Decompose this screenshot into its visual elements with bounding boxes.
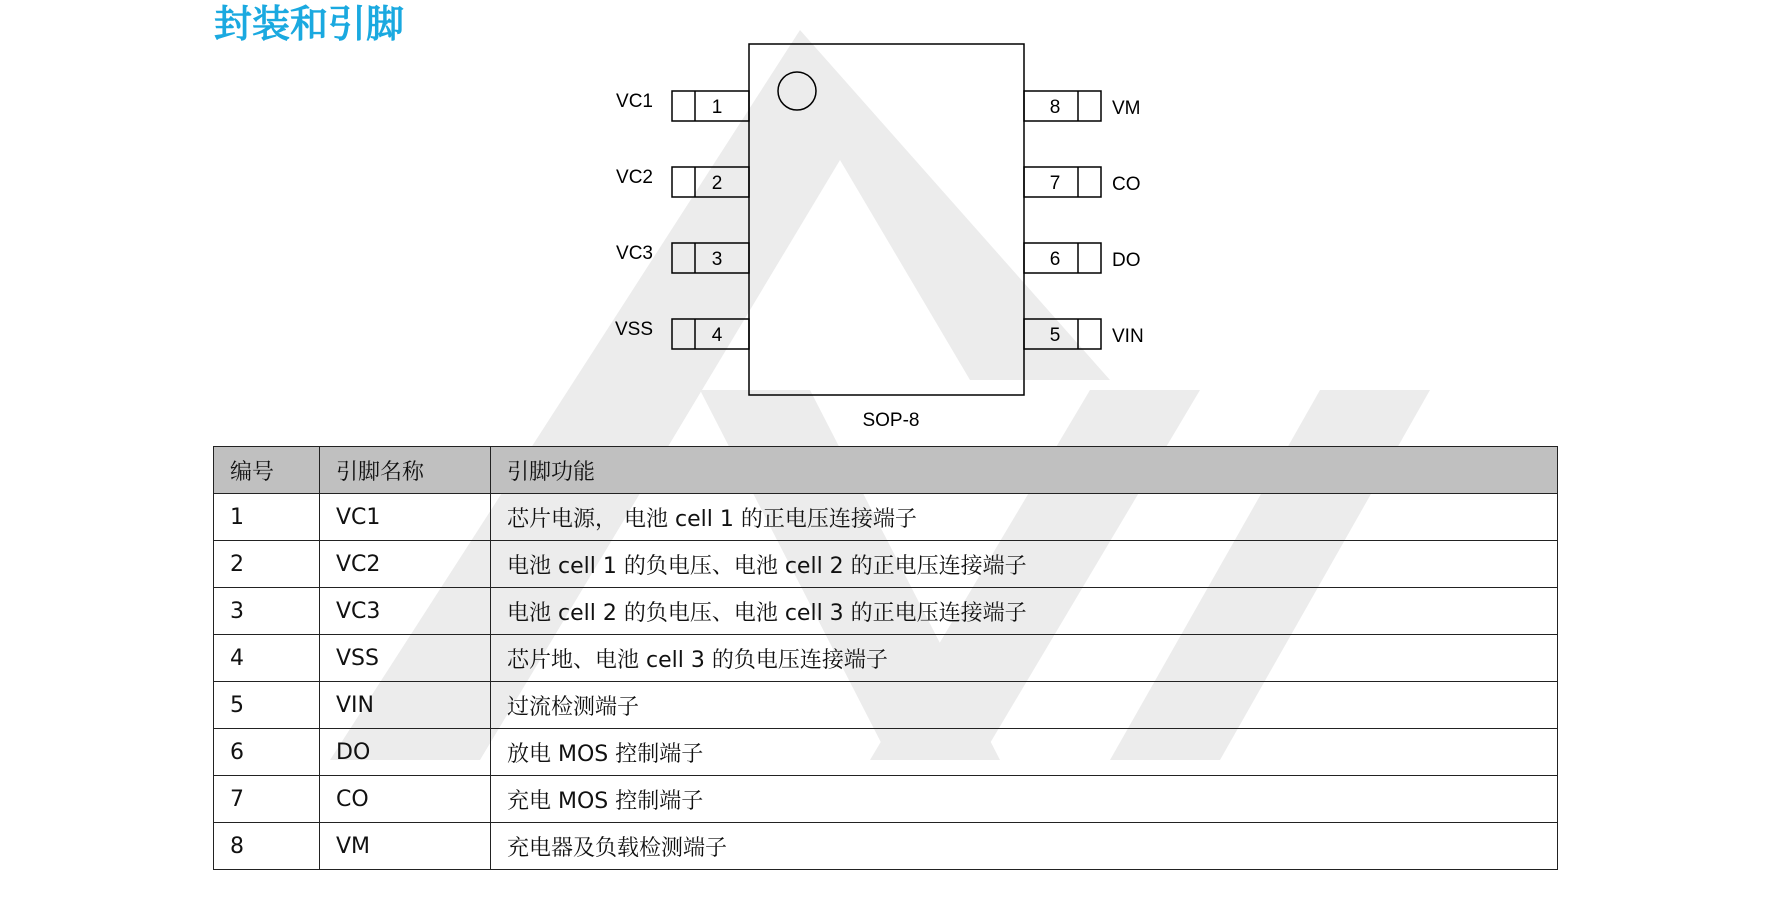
pin-function-table (213, 446, 1558, 870)
pin-lead (1024, 91, 1101, 121)
table-row (214, 729, 1558, 776)
cell-pin-name: VSS (320, 635, 491, 682)
cell-number: 3 (214, 588, 320, 635)
pin-7 (1024, 167, 1141, 197)
cell-number: 5 (214, 682, 320, 729)
table-row (214, 776, 1558, 823)
cell-pin-name: VC2 (320, 541, 491, 588)
pin-2 (616, 167, 749, 197)
table-row (214, 588, 1558, 635)
pin-number: 3 (711, 249, 723, 270)
header-pin-name: 引脚名称 (320, 447, 491, 494)
cell-number: 6 (214, 729, 320, 776)
pin-lead (1024, 243, 1101, 273)
table-row (214, 635, 1558, 682)
cell-number: 8 (214, 823, 320, 870)
pin-8 (1024, 91, 1141, 121)
pin-3 (616, 243, 749, 273)
cell-pin-name: VC1 (320, 494, 491, 541)
pin1-marker-dot (778, 72, 816, 110)
pin-name-label: VM (1112, 98, 1141, 119)
header-pin-function: 引脚功能 (491, 447, 1558, 494)
pin-lead (672, 243, 749, 273)
table-row (214, 682, 1558, 729)
pin-number: 8 (1049, 97, 1061, 118)
cell-pin-name: VIN (320, 682, 491, 729)
pin-name-label: VC1 (616, 91, 653, 112)
cell-number: 7 (214, 776, 320, 823)
pin-name-label: VC2 (616, 167, 653, 188)
pin-lead (1024, 319, 1101, 349)
table-header-row (214, 447, 1558, 494)
pin-number: 6 (1049, 249, 1061, 270)
pin-number: 4 (711, 325, 723, 346)
pin-number: 7 (1049, 173, 1061, 194)
chip-body (749, 44, 1024, 395)
cell-pin-name: VC3 (320, 588, 491, 635)
pin-number: 2 (711, 173, 723, 194)
pin-number: 5 (1049, 325, 1061, 346)
pin-lead (672, 91, 749, 121)
cell-pin-function: 充电 MOS 控制端子 (491, 776, 1558, 823)
pin-name-label: VIN (1112, 326, 1144, 347)
pin-lead (672, 167, 749, 197)
pin-name-label: CO (1112, 174, 1141, 195)
table-row (214, 823, 1558, 870)
pin-6 (1024, 243, 1141, 273)
section-title: 封装和引脚 (214, 2, 405, 46)
cell-pin-name: CO (320, 776, 491, 823)
cell-number: 4 (214, 635, 320, 682)
table-row (214, 541, 1558, 588)
cell-pin-function: 电池 cell 2 的负电压、电池 cell 3 的正电压连接端子 (491, 588, 1558, 635)
cell-number: 1 (214, 494, 320, 541)
pin-lead (1024, 167, 1101, 197)
pin-5 (1024, 319, 1144, 349)
cell-pin-function: 充电器及负载检测端子 (491, 823, 1558, 870)
cell-pin-function: 芯片电源， 电池 cell 1 的正电压连接端子 (491, 494, 1558, 541)
pin-lead (672, 319, 749, 349)
package-diagram (0, 0, 1785, 440)
cell-pin-function: 放电 MOS 控制端子 (491, 729, 1558, 776)
pin-name-label: VSS (614, 319, 653, 340)
cell-pin-function: 过流检测端子 (491, 682, 1558, 729)
pin-name-label: DO (1112, 250, 1141, 271)
cell-number: 2 (214, 541, 320, 588)
package-name-label: SOP-8 (862, 410, 920, 431)
cell-pin-name: DO (320, 729, 491, 776)
pin-name-label: VC3 (616, 243, 653, 264)
cell-pin-name: VM (320, 823, 491, 870)
table-row (214, 494, 1558, 541)
cell-pin-function: 电池 cell 1 的负电压、电池 cell 2 的正电压连接端子 (491, 541, 1558, 588)
cell-pin-function: 芯片地、电池 cell 3 的负电压连接端子 (491, 635, 1558, 682)
pin-4 (615, 319, 749, 349)
header-number: 编号 (214, 447, 320, 494)
pin-number: 1 (711, 97, 723, 118)
pin-1 (616, 91, 749, 121)
